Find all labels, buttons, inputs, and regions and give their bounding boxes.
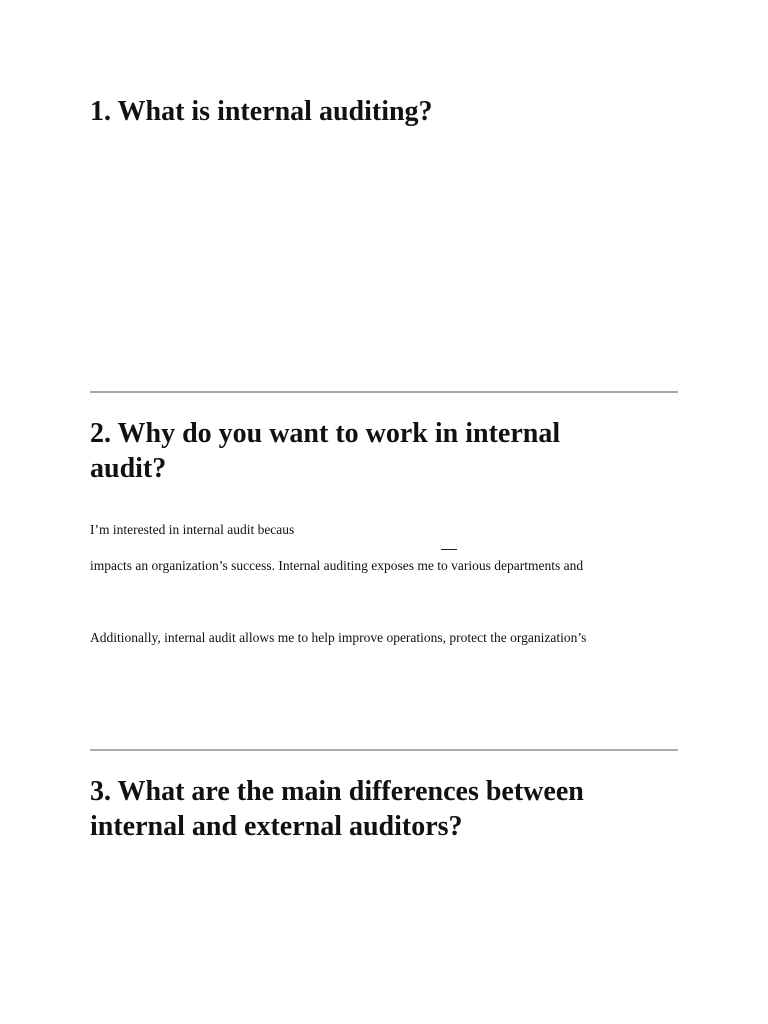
answer-2-line-1: I’m interested in internal audit becaus [90, 522, 295, 537]
answer-2-line-2: impacts an organization’s success. Internal auditing exposes me to various departments and [90, 558, 584, 573]
question-2-heading [90, 416, 680, 486]
question-2-heading-line-1: 2. Why do you want to work in internal [90, 418, 561, 449]
section-divider-2 [90, 749, 678, 751]
question-3-heading [90, 774, 680, 844]
section-divider-1 [90, 391, 678, 393]
question-1-heading: 1. What is internal auditing? [90, 96, 433, 127]
question-3-heading-line-2: internal and external auditors? [90, 811, 463, 842]
redaction-dash-mark [441, 549, 457, 550]
answer-2-line-3: Additionally, internal audit allows me to help improve operations, protect the organization’s [90, 630, 587, 645]
question-2-heading-line-2: audit? [90, 453, 167, 484]
question-3-heading-line-1: 3. What are the main differences between [90, 776, 584, 807]
